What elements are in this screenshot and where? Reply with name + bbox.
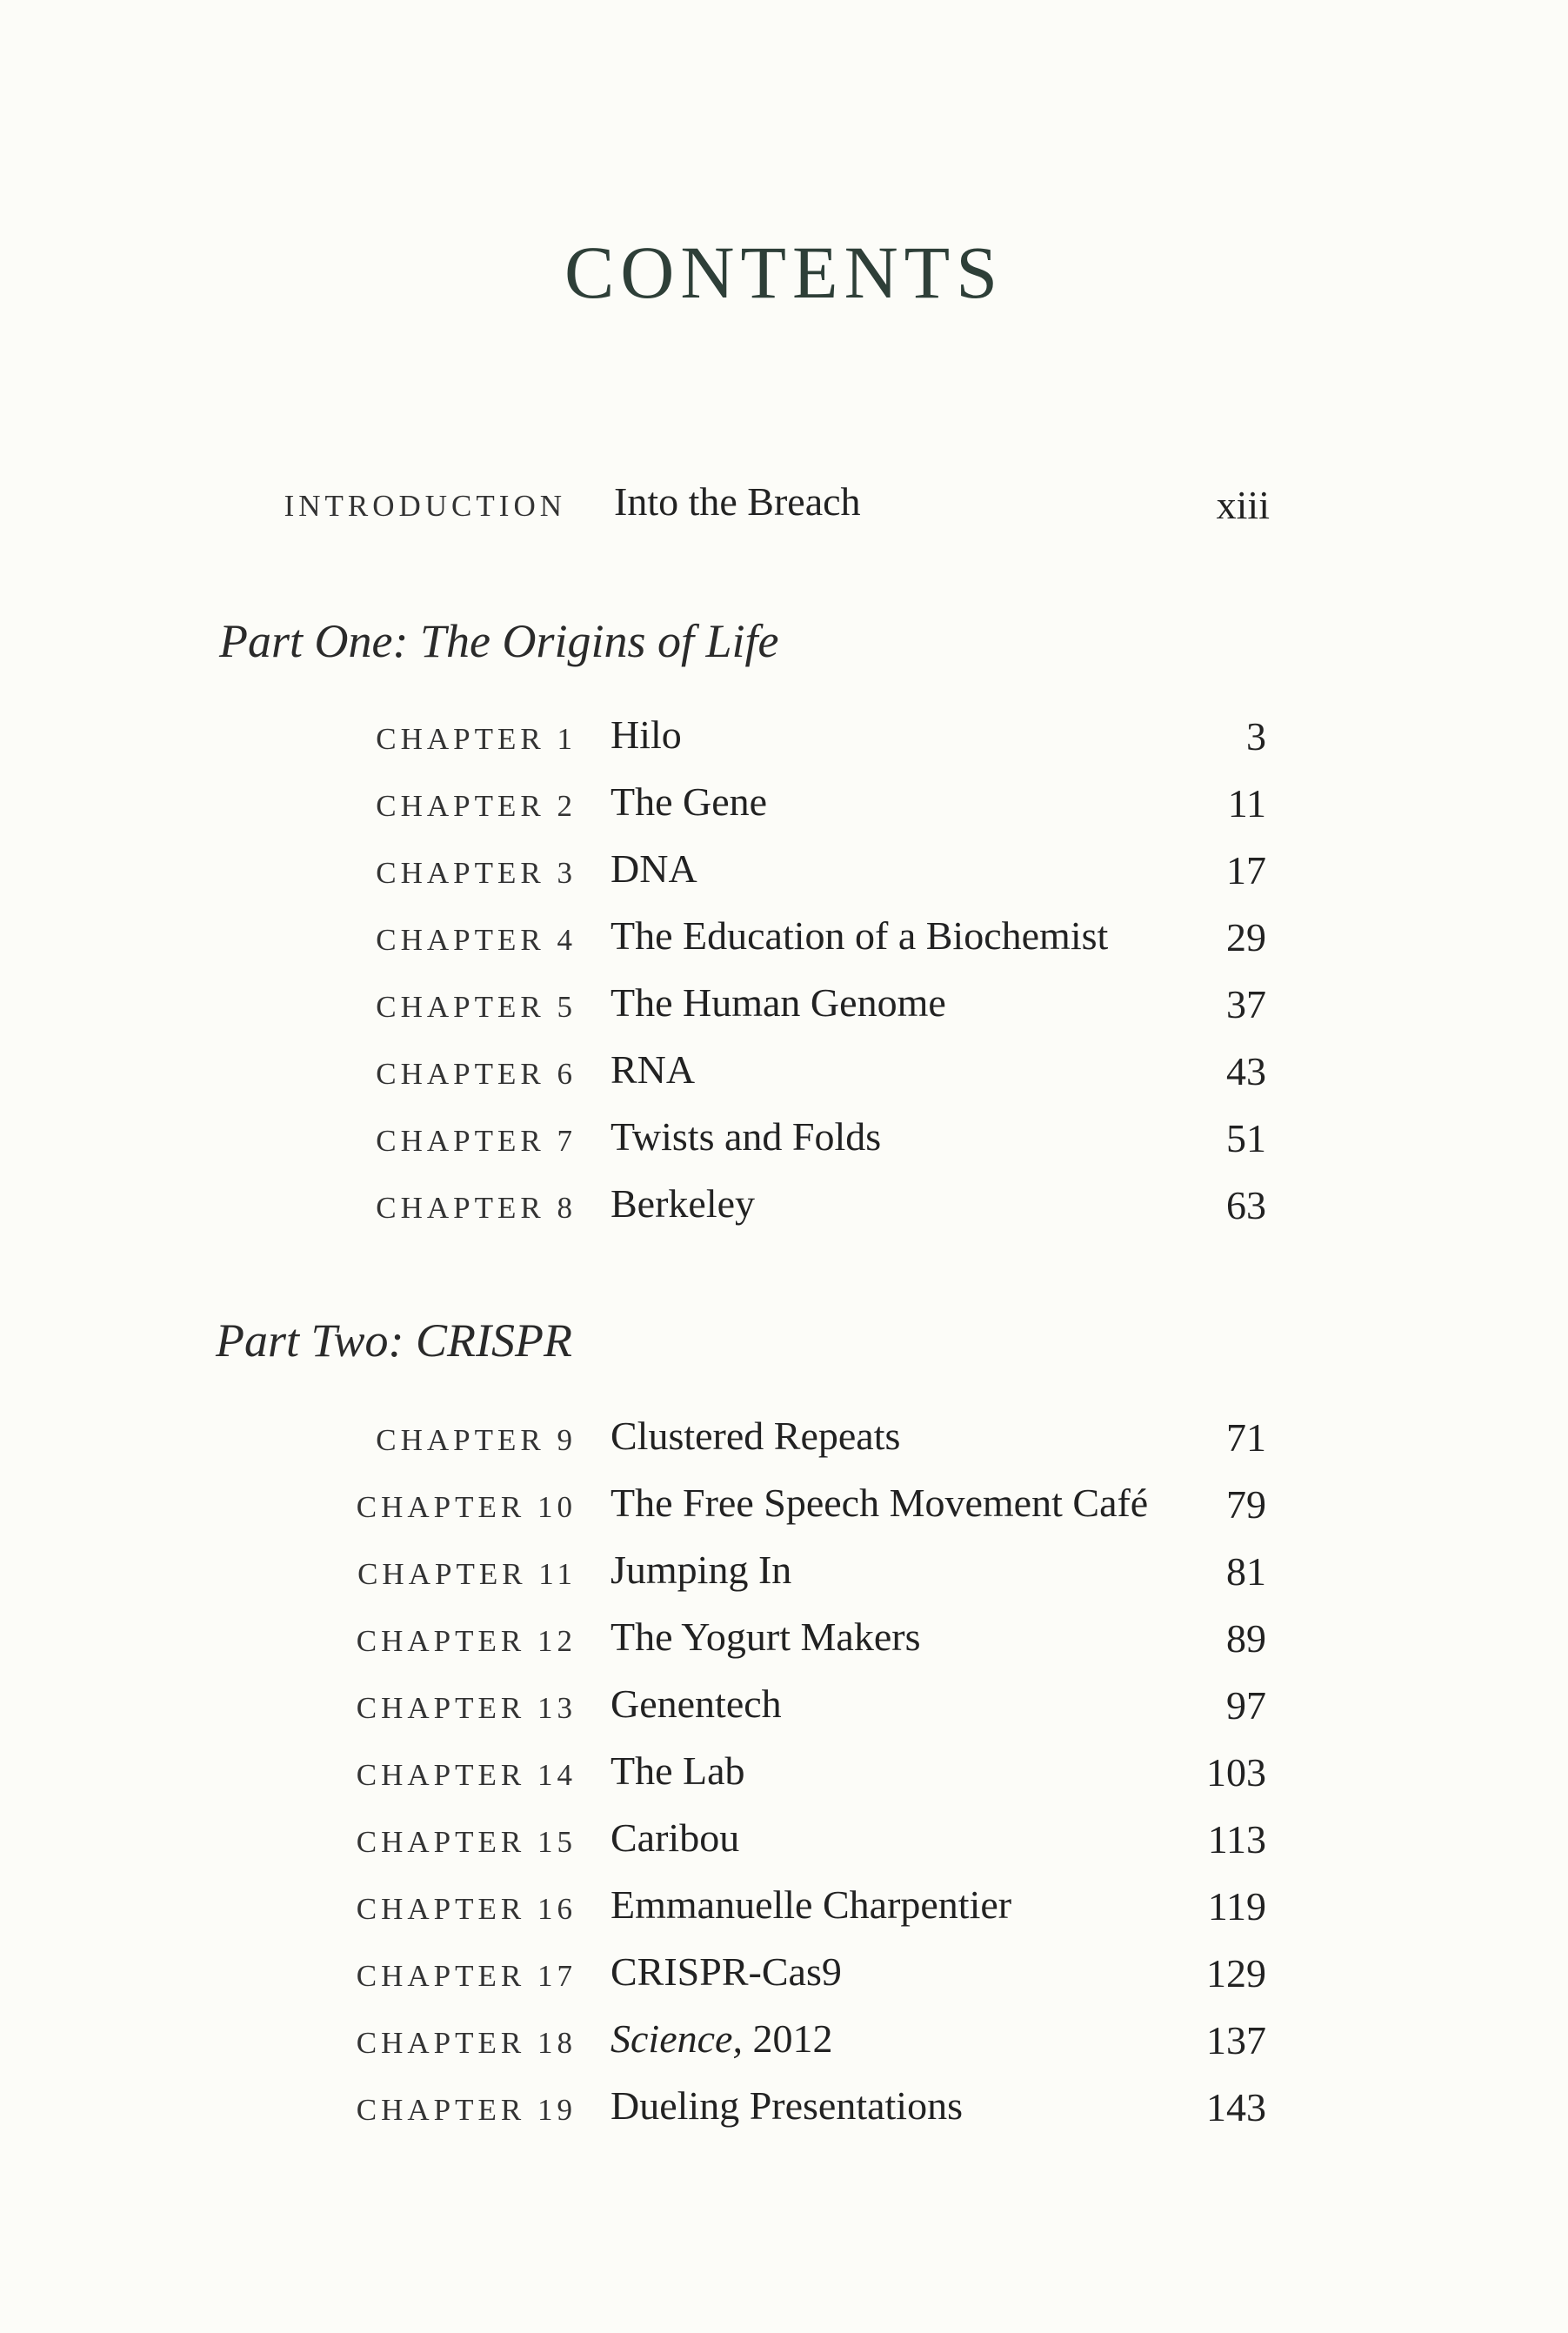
- toc-entry[interactable]: [0, 1614, 1568, 1666]
- entry-title: The Education of a Biochemist: [611, 913, 1109, 958]
- entry-label: CHAPTER 10: [356, 1490, 577, 1524]
- toc-entry[interactable]: [0, 2082, 1568, 2135]
- entry-label: CHAPTER 9: [376, 1423, 577, 1457]
- entry-page: 79: [1226, 1482, 1266, 1527]
- toc-entry[interactable]: [0, 912, 1568, 965]
- entry-label: CHAPTER 2: [376, 789, 577, 823]
- part-heading: Part Two: CRISPR: [216, 1314, 572, 1367]
- toc-entry[interactable]: [0, 1480, 1568, 1532]
- entry-title: Caribou: [611, 1815, 740, 1860]
- entry-page: 71: [1226, 1415, 1266, 1460]
- entry-title: The Yogurt Makers: [611, 1614, 921, 1659]
- entry-title-rest: 2012: [742, 2016, 833, 2061]
- entry-label: CHAPTER 15: [356, 1825, 577, 1859]
- entry-title: Into the Breach: [614, 479, 861, 524]
- entry-title: Dueling Presentations: [611, 2083, 963, 2128]
- entry-title: Genentech: [611, 1681, 782, 1726]
- entry-label: CHAPTER 12: [356, 1624, 577, 1658]
- entry-title: The Lab: [611, 1748, 745, 1793]
- entry-label: CHAPTER 11: [357, 1557, 577, 1591]
- entry-label: INTRODUCTION: [284, 489, 566, 523]
- entry-title: The Free Speech Movement Café: [611, 1481, 1149, 1525]
- toc-entry[interactable]: [0, 1180, 1568, 1233]
- entry-page: 63: [1226, 1183, 1266, 1227]
- entry-page: 11: [1227, 781, 1266, 826]
- entry-title: Twists and Folds: [611, 1114, 882, 1159]
- toc-entry[interactable]: [0, 1815, 1568, 1867]
- entry-page: 129: [1206, 1951, 1266, 1995]
- toc-entry[interactable]: [0, 2015, 1568, 2068]
- toc-entry[interactable]: [0, 1547, 1568, 1599]
- entry-title: RNA: [611, 1047, 696, 1092]
- entry-title: Clustered Repeats: [611, 1414, 901, 1458]
- entry-page: 137: [1206, 2018, 1266, 2062]
- entry-title: The Gene: [611, 779, 768, 824]
- entry-title: Emmanuelle Charpentier: [611, 1882, 1012, 1927]
- entry-page: 143: [1206, 2085, 1266, 2129]
- entry-label: CHAPTER 17: [356, 1959, 577, 1993]
- toc-entry[interactable]: [0, 779, 1568, 831]
- entry-title: Hilo: [611, 712, 682, 757]
- toc-entry-introduction[interactable]: [0, 478, 1568, 531]
- entry-page: 81: [1226, 1549, 1266, 1594]
- entry-label: CHAPTER 1: [376, 722, 577, 756]
- toc-entry[interactable]: [0, 1681, 1568, 1733]
- entry-label: CHAPTER 18: [356, 2026, 577, 2060]
- toc-entry[interactable]: [0, 712, 1568, 764]
- entry-page: 89: [1226, 1616, 1266, 1661]
- entry-label: CHAPTER 5: [376, 990, 577, 1024]
- entry-label: CHAPTER 13: [356, 1691, 577, 1725]
- entry-title: CRISPR-Cas9: [611, 1949, 842, 1994]
- entry-page: 51: [1226, 1116, 1266, 1160]
- entry-page: 103: [1206, 1750, 1266, 1795]
- toc-entry[interactable]: [0, 1748, 1568, 1800]
- toc-entry[interactable]: [0, 1113, 1568, 1166]
- entry-title: [611, 2016, 833, 2061]
- entry-label: CHAPTER 8: [376, 1191, 577, 1225]
- entry-title: The Human Genome: [611, 980, 946, 1025]
- entry-page: 113: [1207, 1817, 1266, 1862]
- entry-title: Jumping In: [611, 1548, 792, 1592]
- entry-page: xiii: [1216, 483, 1270, 527]
- entry-label: CHAPTER 6: [376, 1057, 577, 1091]
- entry-label: CHAPTER 7: [376, 1124, 577, 1158]
- entry-label: CHAPTER 4: [376, 923, 577, 957]
- entry-page: 29: [1226, 915, 1266, 959]
- entry-title: DNA: [611, 846, 697, 891]
- entry-page: 43: [1226, 1049, 1266, 1093]
- entry-page: 37: [1226, 982, 1266, 1026]
- toc-entry[interactable]: [0, 979, 1568, 1032]
- entry-label: CHAPTER 14: [356, 1758, 577, 1792]
- toc-entry[interactable]: [0, 1046, 1568, 1099]
- page-title: CONTENTS: [564, 231, 1004, 314]
- part-heading: Part One: The Origins of Life: [219, 615, 779, 667]
- entry-label: CHAPTER 19: [356, 2093, 577, 2127]
- entry-page: 119: [1207, 1884, 1266, 1929]
- entry-page: 97: [1226, 1683, 1266, 1728]
- entry-page: 17: [1226, 848, 1266, 892]
- toc-entry[interactable]: [0, 1882, 1568, 1934]
- toc-entry[interactable]: [0, 846, 1568, 898]
- entry-page: 3: [1246, 714, 1266, 759]
- toc-entry[interactable]: [0, 1413, 1568, 1465]
- entry-title-italic: Science,: [611, 2016, 743, 2061]
- entry-label: CHAPTER 3: [376, 856, 577, 890]
- toc-entry[interactable]: [0, 1949, 1568, 2001]
- entry-title: Berkeley: [611, 1181, 756, 1226]
- entry-label: CHAPTER 16: [356, 1892, 577, 1926]
